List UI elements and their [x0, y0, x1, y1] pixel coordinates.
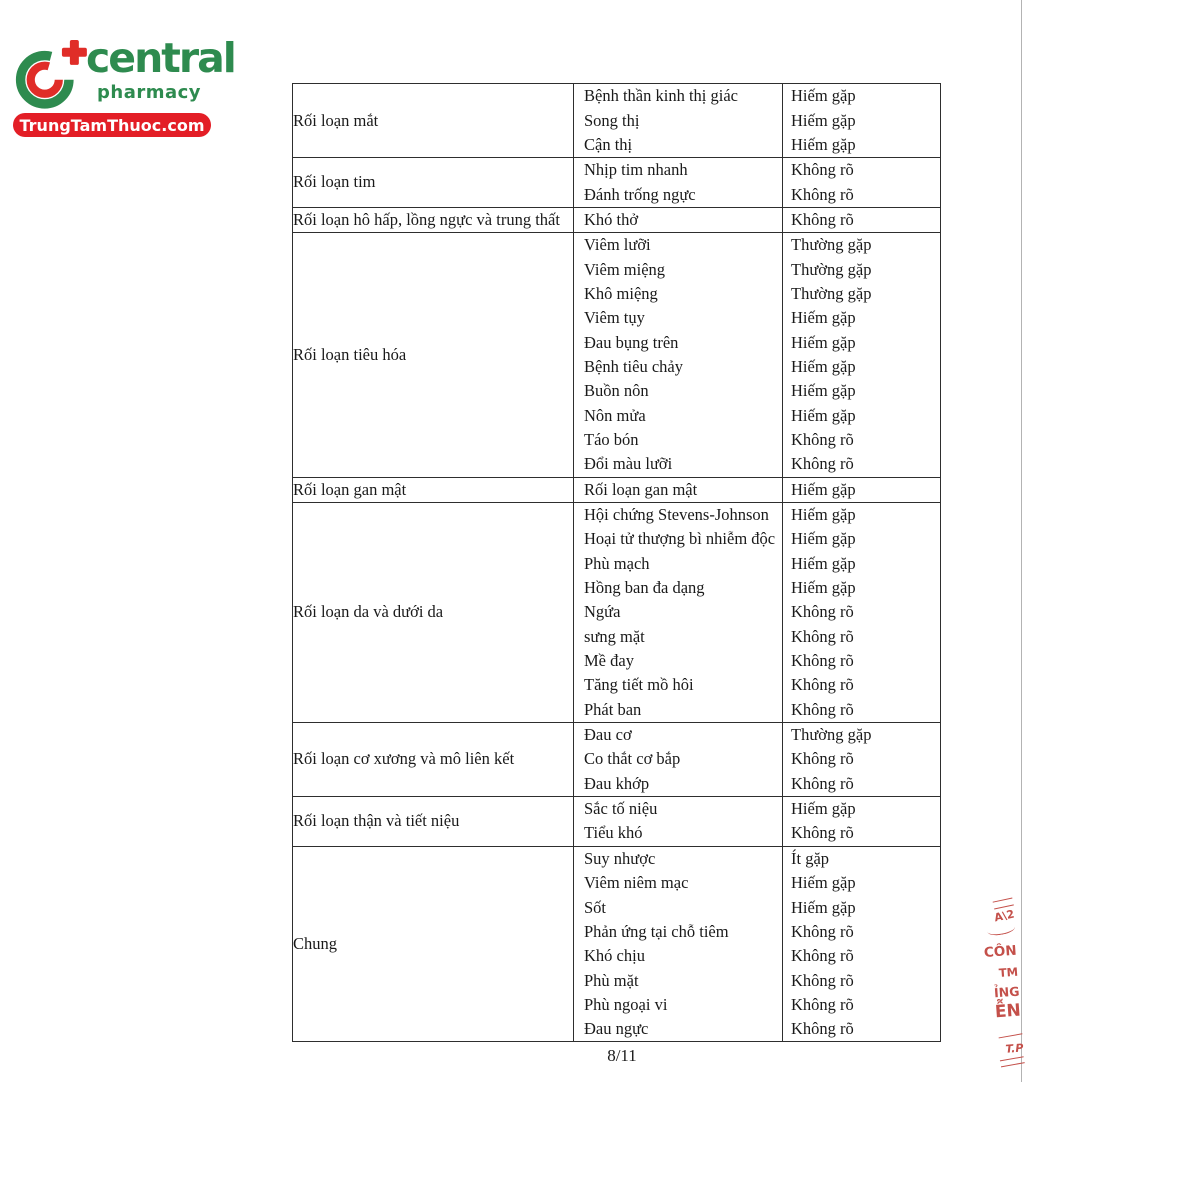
effect-name: Phản ứng tại chỗ tiêm — [584, 921, 729, 941]
effect-name: sưng mặt — [584, 626, 645, 646]
effect-frequency: Không rõ — [791, 946, 854, 966]
category-cell: Rối loạn tiêu hóa — [293, 233, 574, 477]
effect-frequency: Hiếm gặp — [791, 110, 856, 130]
effect-name: Đau bụng trên — [584, 332, 679, 352]
effect-frequency: Thường gặp — [791, 725, 872, 745]
effect-frequency: Hiếm gặp — [791, 381, 856, 401]
effect-name: Bệnh tiêu chảy — [584, 356, 683, 376]
effect-frequency: Thường gặp — [791, 235, 872, 255]
table-row — [293, 84, 941, 158]
effect-name: Sốt — [584, 897, 607, 917]
brand-name: central — [86, 34, 235, 82]
effect-frequency: Hiếm gặp — [791, 799, 856, 819]
effect-frequency: Hiếm gặp — [791, 578, 856, 598]
pharmacy-logo — [0, 0, 240, 150]
effects-cell — [574, 233, 783, 477]
effect-frequency: Không rõ — [791, 823, 854, 843]
category-cell: Rối loạn hô hấp, lồng ngực và trung thất — [293, 207, 574, 232]
effect-name: Ngứa — [584, 602, 621, 622]
effects-cell — [574, 796, 783, 846]
effect-name: Nôn mửa — [584, 405, 646, 425]
effect-frequency: Hiếm gặp — [791, 332, 856, 352]
table-row — [293, 502, 941, 722]
stamp-text-fragment: ỈNG — [993, 983, 1020, 1001]
effect-frequency: Không rõ — [791, 675, 854, 695]
stamp-text-fragment: T.P — [1005, 1041, 1024, 1056]
frequency-cell — [783, 207, 941, 232]
table-row — [293, 233, 941, 477]
effect-name: Tiểu khó — [584, 823, 643, 843]
effect-frequency: Không rõ — [791, 699, 854, 719]
frequency-cell — [783, 477, 941, 502]
effect-frequency: Không rõ — [791, 209, 854, 229]
effect-frequency: Không rõ — [791, 429, 854, 449]
effect-name: Viêm miệng — [584, 259, 666, 279]
table-row — [293, 796, 941, 846]
frequency-cell — [783, 722, 941, 796]
effect-frequency: Hiếm gặp — [791, 505, 856, 525]
stamp-rule — [1000, 1056, 1025, 1067]
effect-name: Đánh trống ngực — [584, 184, 696, 204]
effect-name: Hồng ban đa dạng — [584, 578, 705, 598]
effect-frequency: Không rõ — [791, 651, 854, 671]
stamp-text-fragment: CÔN — [983, 942, 1018, 961]
effect-name: Đổi màu lưỡi — [584, 454, 673, 474]
effect-frequency: Hiếm gặp — [791, 356, 856, 376]
effect-name: Đau ngực — [584, 1019, 649, 1039]
stamp-arc — [986, 921, 1015, 937]
effect-name: Táo bón — [584, 429, 639, 449]
frequency-cell — [783, 158, 941, 208]
table-row — [293, 158, 941, 208]
adverse-effects-table-body — [293, 84, 941, 1042]
effect-frequency: Không rõ — [791, 773, 854, 793]
effect-name: Khó chịu — [584, 946, 645, 966]
effect-name: Viêm tụy — [584, 308, 645, 328]
effect-frequency: Không rõ — [791, 1019, 854, 1039]
effect-frequency: Hiếm gặp — [791, 308, 856, 328]
effect-name: Song thị — [584, 110, 640, 130]
effect-name: Rối loạn gan mật — [584, 479, 698, 499]
page-number: 8/11 — [607, 1046, 637, 1065]
effect-name: Cận thị — [584, 134, 633, 154]
effect-frequency: Không rõ — [791, 749, 854, 769]
effect-name: Mề đay — [584, 651, 634, 671]
effect-name: Co thắt cơ bắp — [584, 749, 681, 769]
effect-frequency: Không rõ — [791, 602, 854, 622]
frequency-cell — [783, 502, 941, 722]
table-row — [293, 722, 941, 796]
effect-name: Phù mặt — [584, 970, 639, 990]
effect-frequency: Hiếm gặp — [791, 86, 856, 106]
effect-frequency: Hiếm gặp — [791, 897, 856, 917]
category-cell: Rối loạn gan mật — [293, 477, 574, 502]
red-stamp-fragment — [972, 893, 1028, 1080]
category-cell: Rối loạn cơ xương và mô liên kết — [293, 722, 574, 796]
effect-frequency: Hiếm gặp — [791, 134, 856, 154]
effects-cell — [574, 722, 783, 796]
effect-name: Phù ngoại vi — [584, 994, 668, 1014]
stamp-text-fragment: TM — [998, 964, 1019, 981]
frequency-cell — [783, 796, 941, 846]
effect-name: Viêm niêm mạc — [584, 873, 689, 893]
effects-cell — [574, 502, 783, 722]
effect-name: Nhịp tim nhanh — [584, 160, 688, 180]
frequency-cell — [783, 846, 941, 1042]
category-cell: Chung — [293, 846, 574, 1042]
effects-cell — [574, 846, 783, 1042]
effect-name: Hội chứng Stevens-Johnson — [584, 505, 769, 525]
category-cell: Rối loạn tim — [293, 158, 574, 208]
effects-cell — [574, 477, 783, 502]
category-cell: Rối loạn thận và tiết niệu — [293, 796, 574, 846]
effects-cell — [574, 84, 783, 158]
effect-name: Viêm lưỡi — [584, 235, 651, 255]
effects-cell — [574, 158, 783, 208]
table-row — [293, 846, 941, 1042]
effect-name: Đau khớp — [584, 773, 650, 793]
effect-name: Khô miệng — [584, 283, 658, 303]
effect-name: Hoại tử thượng bì nhiễm độc — [584, 529, 776, 549]
effect-name: Đau cơ — [584, 725, 632, 745]
effect-frequency: Thường gặp — [791, 259, 872, 279]
effect-frequency: Không rõ — [791, 160, 854, 180]
stamp-text-fragment: ỄN — [994, 1000, 1022, 1023]
effect-frequency: Không rõ — [791, 626, 854, 646]
effect-frequency: Hiếm gặp — [791, 405, 856, 425]
effect-name: Khó thở — [584, 209, 639, 229]
effect-frequency: Hiếm gặp — [791, 479, 856, 499]
table-row — [293, 477, 941, 502]
effect-frequency: Không rõ — [791, 184, 854, 204]
category-cell: Rối loạn da và dưới da — [293, 502, 574, 722]
stamp-text-fragment: A\2 — [992, 907, 1016, 925]
effect-name: Tăng tiết mồ hôi — [584, 675, 694, 695]
effect-name: Bệnh thần kinh thị giác — [584, 86, 738, 106]
page-edge-line — [1021, 0, 1022, 1082]
effect-name: Buồn nôn — [584, 381, 649, 401]
adverse-effects-table — [292, 83, 941, 1042]
effect-name: Sắc tố niệu — [584, 799, 658, 819]
effect-frequency: Không rõ — [791, 970, 854, 990]
effect-name: Phát ban — [584, 699, 642, 719]
effect-frequency: Không rõ — [791, 454, 854, 474]
effect-frequency: Hiếm gặp — [791, 873, 856, 893]
site-banner: TrungTamThuoc.com — [13, 113, 211, 137]
effect-frequency: Hiếm gặp — [791, 553, 856, 573]
frequency-cell — [783, 84, 941, 158]
effects-cell — [574, 207, 783, 232]
effect-name: Suy nhược — [584, 848, 656, 868]
effect-frequency: Không rõ — [791, 994, 854, 1014]
table-row — [293, 207, 941, 232]
pharmacy-logo-icon — [12, 36, 90, 111]
category-cell: Rối loạn mắt — [293, 84, 574, 158]
frequency-cell — [783, 233, 941, 477]
effect-frequency: Hiếm gặp — [791, 529, 856, 549]
effect-frequency: Không rõ — [791, 921, 854, 941]
effect-name: Phù mạch — [584, 553, 650, 573]
stamp-rule — [999, 1033, 1023, 1038]
brand-subtitle: pharmacy — [97, 82, 202, 103]
effect-frequency: Thường gặp — [791, 283, 872, 303]
effect-frequency: Ít gặp — [791, 848, 830, 868]
